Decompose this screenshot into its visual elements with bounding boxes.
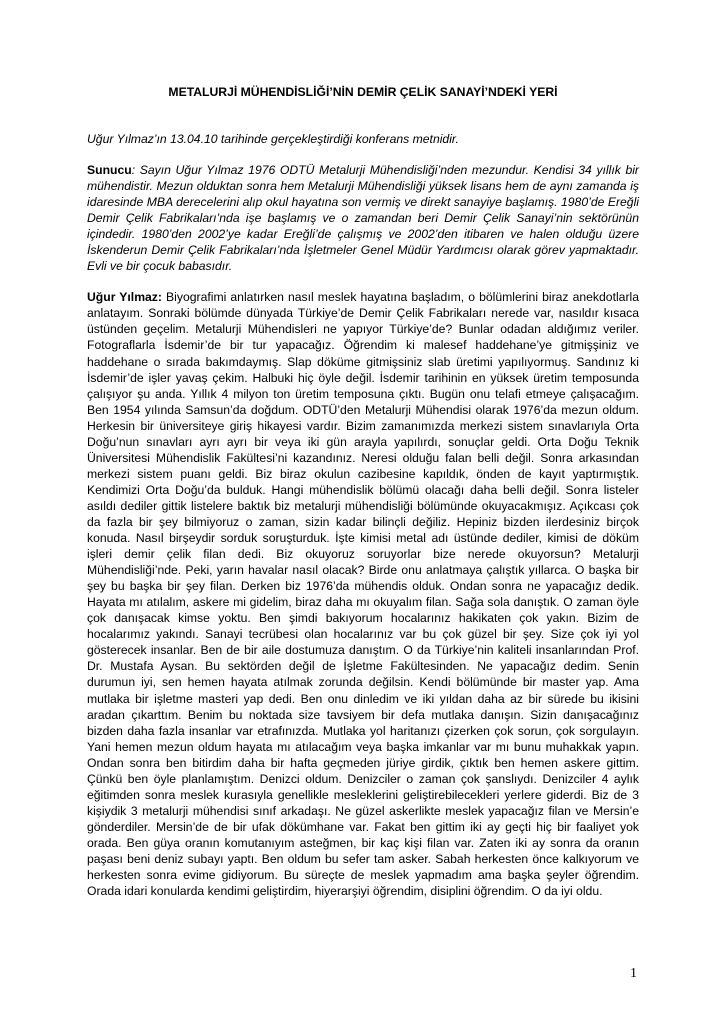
main-speaker: Uğur Yılmaz: [87,290,162,305]
intro-separator: : [131,163,140,177]
document-subtitle: Uğur Yılmaz’ın 13.04.10 tarihinde gerçekleştirdiği konferans metnidir. [87,132,459,146]
intro-speaker: Sunucu [87,163,132,177]
document-title: METALURJİ MÜHENDİSLİĞİ’NİN DEMİR ÇELİK SANAYİ’NDEKİ YERİ [168,85,558,99]
intro-text: Sayın Uğur Yılmaz 1976 ODTÜ Metalurji Mühendisliği’nden mezundur. Kendisi 34 yıllık bir mühendistir. Mezun olduktan sonra hem Metalurji Mühendisliği yüksek lisans hem de aynı zamanda iş idaresinde MBA derecelerini alıp okul hayatına son vermiş ve direkt sanayiye başlamış. 1980’de Ereğli Demir Çelik Fabrikaları’nda işe başlamış ve o zamandan beri Demir Çelik Sanayi’nin sektörünün içindedir. 1980’den 2002’ye kadar Ereğli’de çalışmış ve 2002’den itibaren ve halen olduğu üzere İskenderun Demir Çelik Fabrikaları’nda İşletmeler Genel Müdür Yardımcısı olarak görev yapmaktadır. Evli ve bir çocuk babasıdır. [87,163,639,274]
document-page [87,84,639,914]
main-paragraph [87,289,639,899]
main-text: Biyografimi anlatırken nasıl meslek hayatına başladım, o bölümlerini biraz anekdotlarla anlatayım. Sonraki bölümde dünyada Türkiye’de Demir Çelik Fabrikaları nerede var, nasıldır kısaca üstünden geçelim. Metalurji Mühendisleri ne yapıyor Türkiye’de? Bunlar odadan aldığımız veriler. Fotograflarla İsdemir’de bir tur yapacağız. Öğrendim ki malesef haddehane’ye gitmişşiniz ve haddehane o sırada bakımdaymış. Slap döküme gitmişsiniz slab üretimi yapılıyormuş. Sandınız ki İsdemir’de işler yavaş çekim. Halbuki hiç öyle değil. İsdemir tarihinin en yüksek üretim temposunda çalışıyor şu anda. Yıllık 4 milyon ton üretim temposuna çıktı. Bugün onu telafi etmeye çalışacağım. Ben 1954 yılında Samsun’da doğdum. ODTÜ’den Metalurji Mühendisi olarak 1976’da mezun oldum. Herkesin bir üniversiteye giriş hikayesi vardır. Bizim zamanımızda merkezi sistem sınavlarıyla Orta Doğu’nun sınavları ayrı ayrı bir veya iki gün arayla yapılırdı, sonuçlar geldi. Orta Doğu Teknik Üniversitesi Mühendislik Fakültesi’ni kazandınız. Neresi olduğu falan belli değil. Sonra arkasından merkezi sistem puanı geldi. Biz biraz okulun cazibesine kapıldık, önden de kayıt yaptırmıştık. Kendimizi Orta Doğu’da bulduk. Hangi mühendislik bölümü olacağı daha belli değil. Sonra listeler asıldı dediler gittik listelere baktık biz metalurji mühendisliği bölümünde okuyacakmışız. Açıkcası çok da fazla bir şey bilmiyoruz o zaman, sizin kadar bilinçli değiliz. Hepiniz bizden ilerdesiniz birçok konuda. Nasıl birşeydir sorduk soruşturduk. İşte kimisi metal adı üstünde dediler, kimisi de döküm işleri demir çelik filan dedi. Biz okuyoruz soruyorlar bize nerede okuyorsun? Metalurji Mühendisliği’nde. Peki, yarın havalar nasıl olacak? Birde onu anlatmaya çalıştık yıllarca. O başka bir şey bu başka bir şey filan. Derken biz 1976’da mühendis olduk. Ondan sonra ne yapacağız dedik. Hayata mı atılalım, askere mi gidelim, biraz daha mı okuyalım filan. Sağa sola danıştık. O zaman öyle çok danışacak kimse yoktu. Ben şimdi bakıyorum hocalarınız hakikaten çok yakın. Bizim de hocalarımız yakındı. Sanayi tecrübesi olan hocalarınız var bu çok güzel bir şey. Size çok iyi yol gösterecek insanlar. Ben de bir aile dostumuza danıştım. O da Türkiye’nin kaliteli insanlarından Prof. Dr. Mustafa Aysan. Bu sektörden değil de İşletme Fakültesinden. Ne yapacağız dedim. Senin durumun iyi, sen hemen hayata atılmak zorunda değilsin. Kendi bölümünde bir master yap. Ama mutlaka bir işletme masteri yap dedi. Ben onu dinledim ve iki yıldan daha az bir sürede bu ikisini aradan çıkarttım. Benim bu noktada size tavsiyem bir defa mutlaka danışın. Sizin danışacağınız bizden daha fazla insanlar var etrafınızda. Mutlaka yol haritanızı çizerken çok sorun, çok sorgulayın. Yani hemen mezun oldum hayata mı atılacağım veya başka imkanlar var mı bunu muhakkak yapın. Ondan sonra ben bitirdim daha bir hafta geçmeden jüriye girdik, çıktık ben hemen askere gittim. Çünkü ben öyle planlamıştım. Denizci oldum. Denizciler o zaman çok şanslıydı. Denizciler 4 aylık eğitimden sonra meslek kurasıyla genellikle mesleklerini geliştirebilecekleri yerlere giderdi. Biz de 3 kişiydik 3 metalurji mühendisi sınıf arkadaşı. Ne güzel askerlikte meslek yapacağız filan ve Mersin’e gönderdiler. Mersin’de de bir ufak dökümhane var. Fakat ben gittim iki ay geçti hiç bir faaliyet yok orada. Ben güya oranın komutanıyım asteğmen, bir kaç kişi filan var. Zaten iki ay sonra da oranın paşası beni deniz subayı yaptı. Ben oldum bu sefer tam asker. Sabah herkesten önce kalkıyorum ve herkesten sonra evime gidiyorum. Bu süreçte de meslek yapmadım ama başka şeyler öğrendim. Orada idari konularda kendimi geliştirdim, hiyerarşiyi öğrendim, disiplini öğrendim. O da iyi oldu. [87,290,639,899]
intro-paragraph [87,162,639,274]
page-number: 1 [630,966,637,981]
